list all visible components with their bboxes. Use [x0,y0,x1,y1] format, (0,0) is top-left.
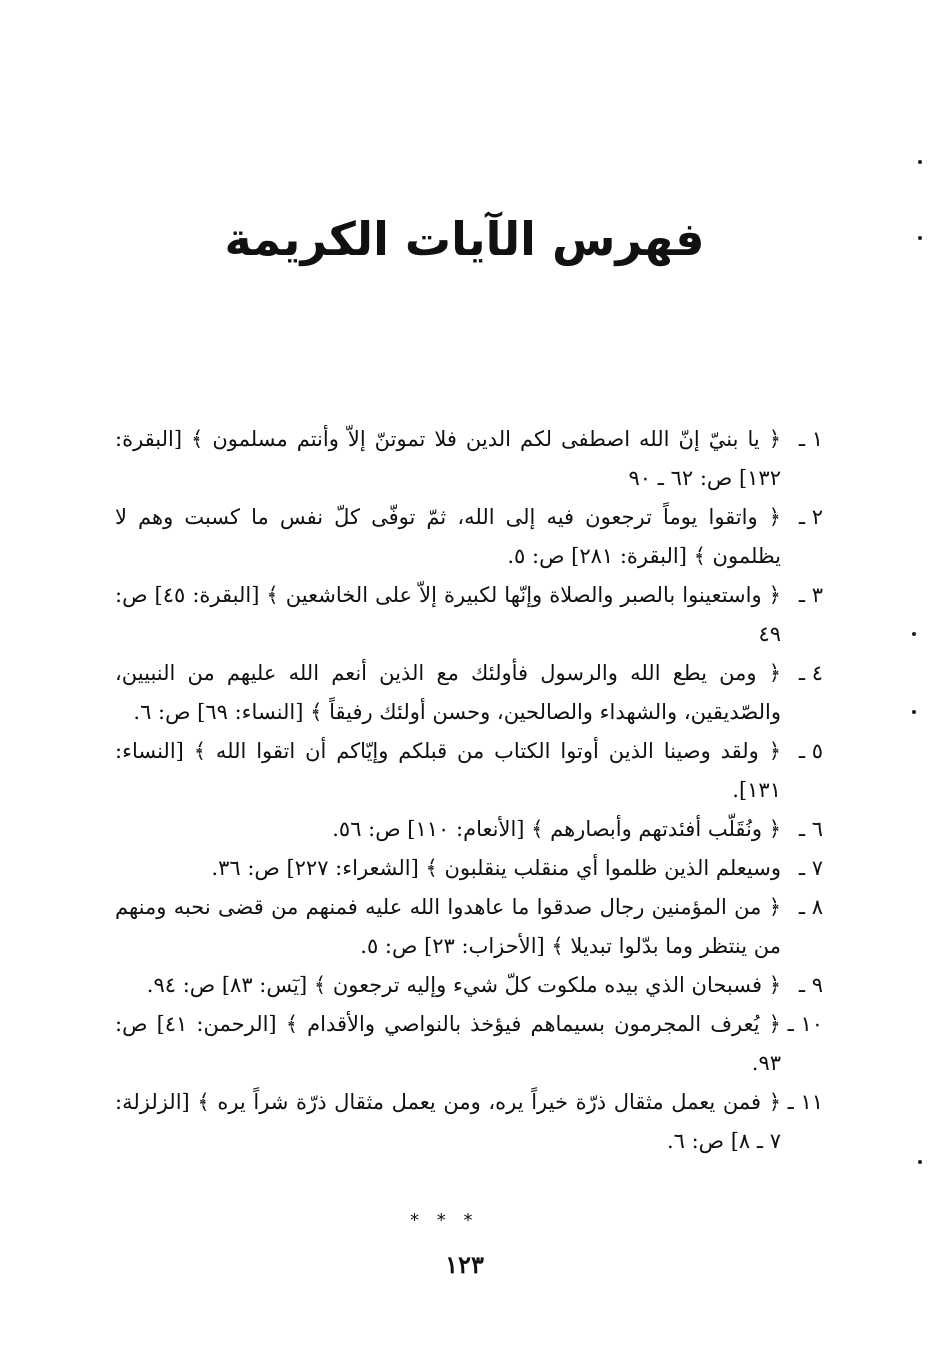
entry-number: ١ ـ [798,427,823,451]
list-item [115,966,823,1005]
page-title: فهرس الآيات الكريمة [224,212,705,266]
entry-number: ٨ ـ [798,895,823,919]
entry-text: ﴿ فسبحان الذي بيده ملكوت كلّ شيء وإليه ترجعون ﴾ [يٓس: ٨٣] ص: ٩٤. [146,973,781,997]
entry-text: ﴿ من المؤمنين رجال صدقوا ما عاهدوا الله عليه فمنهم من قضى نحبه ومنهم من ينتظر وما بدّلوا تبديلا ﴾ [الأحزاب: ٢٣] ص: ٥. [115,895,781,958]
entry-number: ٢ ـ [798,505,823,529]
scan-speck [918,236,922,240]
entry-text: ﴿ فمن يعمل مثقال ذرّة خيراً يره، ومن يعمل مثقال ذرّة شراً يره ﴾ [الزلزلة: ٧ ـ ٨] ص: ٦. [115,1090,781,1153]
entry-text: ﴿ واستعينوا بالصبر والصلاة وإنّها لكبيرة إلاّ على الخاشعين ﴾ [البقرة: ٤٥] ص: ٤٩ [115,583,781,646]
scan-speck [912,710,916,714]
entry-number: ١٠ ـ [787,1012,823,1036]
list-item [115,888,823,966]
entry-number: ٣ ـ [798,583,823,607]
list-item [115,849,823,888]
list-item [115,1005,823,1083]
entry-text: ﴿ ونُقَلّب أفئدتهم وأبصارهم ﴾ [الأنعام: ١١٠] ص: ٥٦. [332,817,781,841]
entry-number: ٤ ـ [798,661,823,685]
list-item [115,420,823,498]
scan-speck [918,1160,922,1164]
list-item [115,732,823,810]
entry-text: ﴿ واتقوا يوماً ترجعون فيه إلى الله، ثمّ توفّى كلّ نفس ما كسبت وهم لا يظلمون ﴾ [البقرة: ٢٨١] ص: ٥. [115,505,781,568]
page-number: ١٢٣ [445,1250,484,1279]
entry-text: وسيعلم الذين ظلموا أي منقلب ينقلبون ﴾ [الشعراء: ٢٢٧] ص: ٣٦. [211,856,781,880]
list-item [115,576,823,654]
scan-speck [918,160,922,164]
entry-text: ﴿ ومن يطع الله والرسول فأولئك مع الذين أنعم الله عليهم من النبيين، والصّديقين، والشهداء والصالحين، وحسن أولئك رفيقاً ﴾ [النساء: ٦٩] ص: ٦. [115,661,781,724]
verse-index-list [115,420,823,1161]
entry-text: ﴿ يُعرف المجرمون بسيماهم فيؤخذ بالنواصي والأقدام ﴾ [الرحمن: ٤١] ص: ٩٣. [115,1012,781,1075]
list-item [115,810,823,849]
entry-number: ٧ ـ [798,856,823,880]
list-item [115,654,823,732]
scan-speck [912,632,916,636]
entry-number: ٦ ـ [798,817,823,841]
entry-number: ٥ ـ [798,739,823,763]
list-item [115,498,823,576]
list-item [115,1083,823,1161]
entry-text: ﴿ ولقد وصينا الذين أوتوا الكتاب من قبلكم وإيّاكم أن اتقوا الله ﴾ [النساء: ١٣١]. [115,739,781,802]
section-separator: * * * [410,1210,479,1231]
entry-number: ١١ ـ [787,1090,823,1114]
entry-text: ﴿ يا بنيّ إنّ الله اصطفى لكم الدين فلا تموتنّ إلاّ وأنتم مسلمون ﴾ [البقرة: ١٣٢] ص: ٦٢ ـ ٩٠ [115,427,781,490]
entry-number: ٩ ـ [798,973,823,997]
